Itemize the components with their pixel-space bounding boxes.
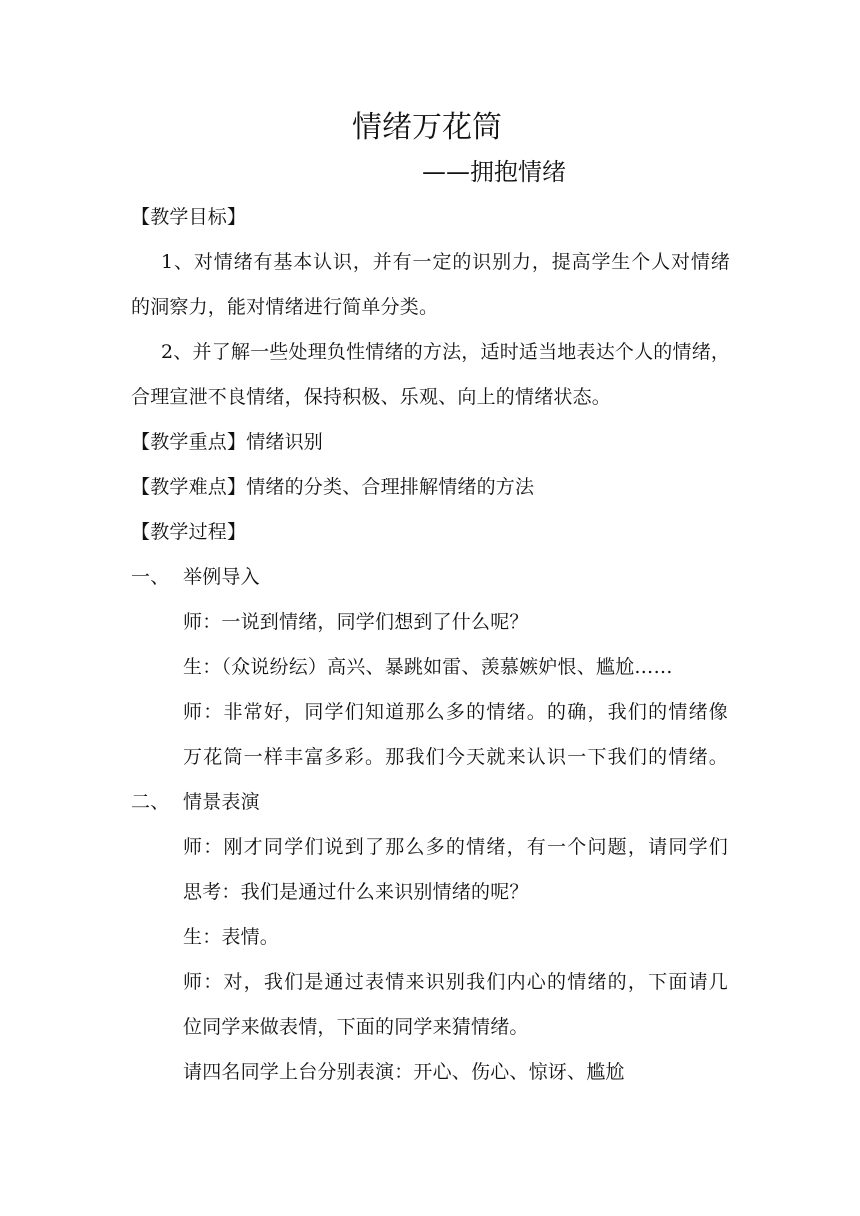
section-1-line-4: 万花筒一样丰富多彩。那我们今天就来认识一下我们的情绪。: [183, 746, 728, 768]
objective-2-line-2: 合理宣泄不良情绪，保持积极、乐观、向上的情绪状态。: [131, 386, 612, 408]
section-1-heading: [131, 565, 260, 589]
teaching-focus: 【教学重点】情绪识别: [131, 431, 324, 453]
page-subtitle: ——拥抱情绪: [422, 158, 566, 186]
section-2-line-5: 位同学来做表情，下面的同学来猜情绪。: [183, 1016, 529, 1038]
section-2-heading: [131, 790, 260, 814]
section-2-line-3: 生：表情。: [183, 926, 280, 948]
page-title: 情绪万花筒: [352, 110, 502, 145]
section-2-line-4: 师：对，我们是通过表情来识别我们内心的情绪的，下面请几: [183, 971, 728, 993]
section-1-line-1: 师：一说到情绪，同学们想到了什么呢？: [183, 611, 529, 633]
section-1-title: 举例导入: [183, 566, 260, 588]
objective-1-line-2: 的洞察力，能对情绪进行简单分类。: [131, 296, 439, 318]
section-2-line-1: 师：刚才同学们说到了那么多的情绪，有一个问题，请同学们: [183, 836, 728, 858]
process-heading: 【教学过程】: [131, 521, 247, 543]
section-2-title: 情景表演: [183, 791, 260, 813]
section-1-line-3: 师：非常好，同学们知道那么多的情绪。的确，我们的情绪像: [183, 701, 728, 723]
section-2-line-2: 思考：我们是通过什么来识别情绪的呢？: [183, 881, 529, 903]
objective-1-line-1: 1、对情绪有基本认识，并有一定的识别力，提高学生个人对情绪: [161, 251, 730, 273]
teaching-difficulty: 【教学难点】情绪的分类、合理排解情绪的方法: [131, 476, 535, 498]
objectives-heading: 【教学目标】: [131, 206, 247, 228]
section-2-line-6: 请四名同学上台分别表演：开心、伤心、惊讶、尴尬: [183, 1061, 625, 1083]
section-1-line-2: 生：（众说纷纭）高兴、暴跳如雷、羡慕嫉妒恨、尴尬……: [183, 656, 673, 678]
section-2-number: 二、: [131, 791, 170, 813]
section-1-number: 一、: [131, 566, 170, 588]
objective-2-line-1: 2、并了解一些处理负性情绪的方法，适时适当地表达个人的情绪，: [161, 341, 731, 363]
